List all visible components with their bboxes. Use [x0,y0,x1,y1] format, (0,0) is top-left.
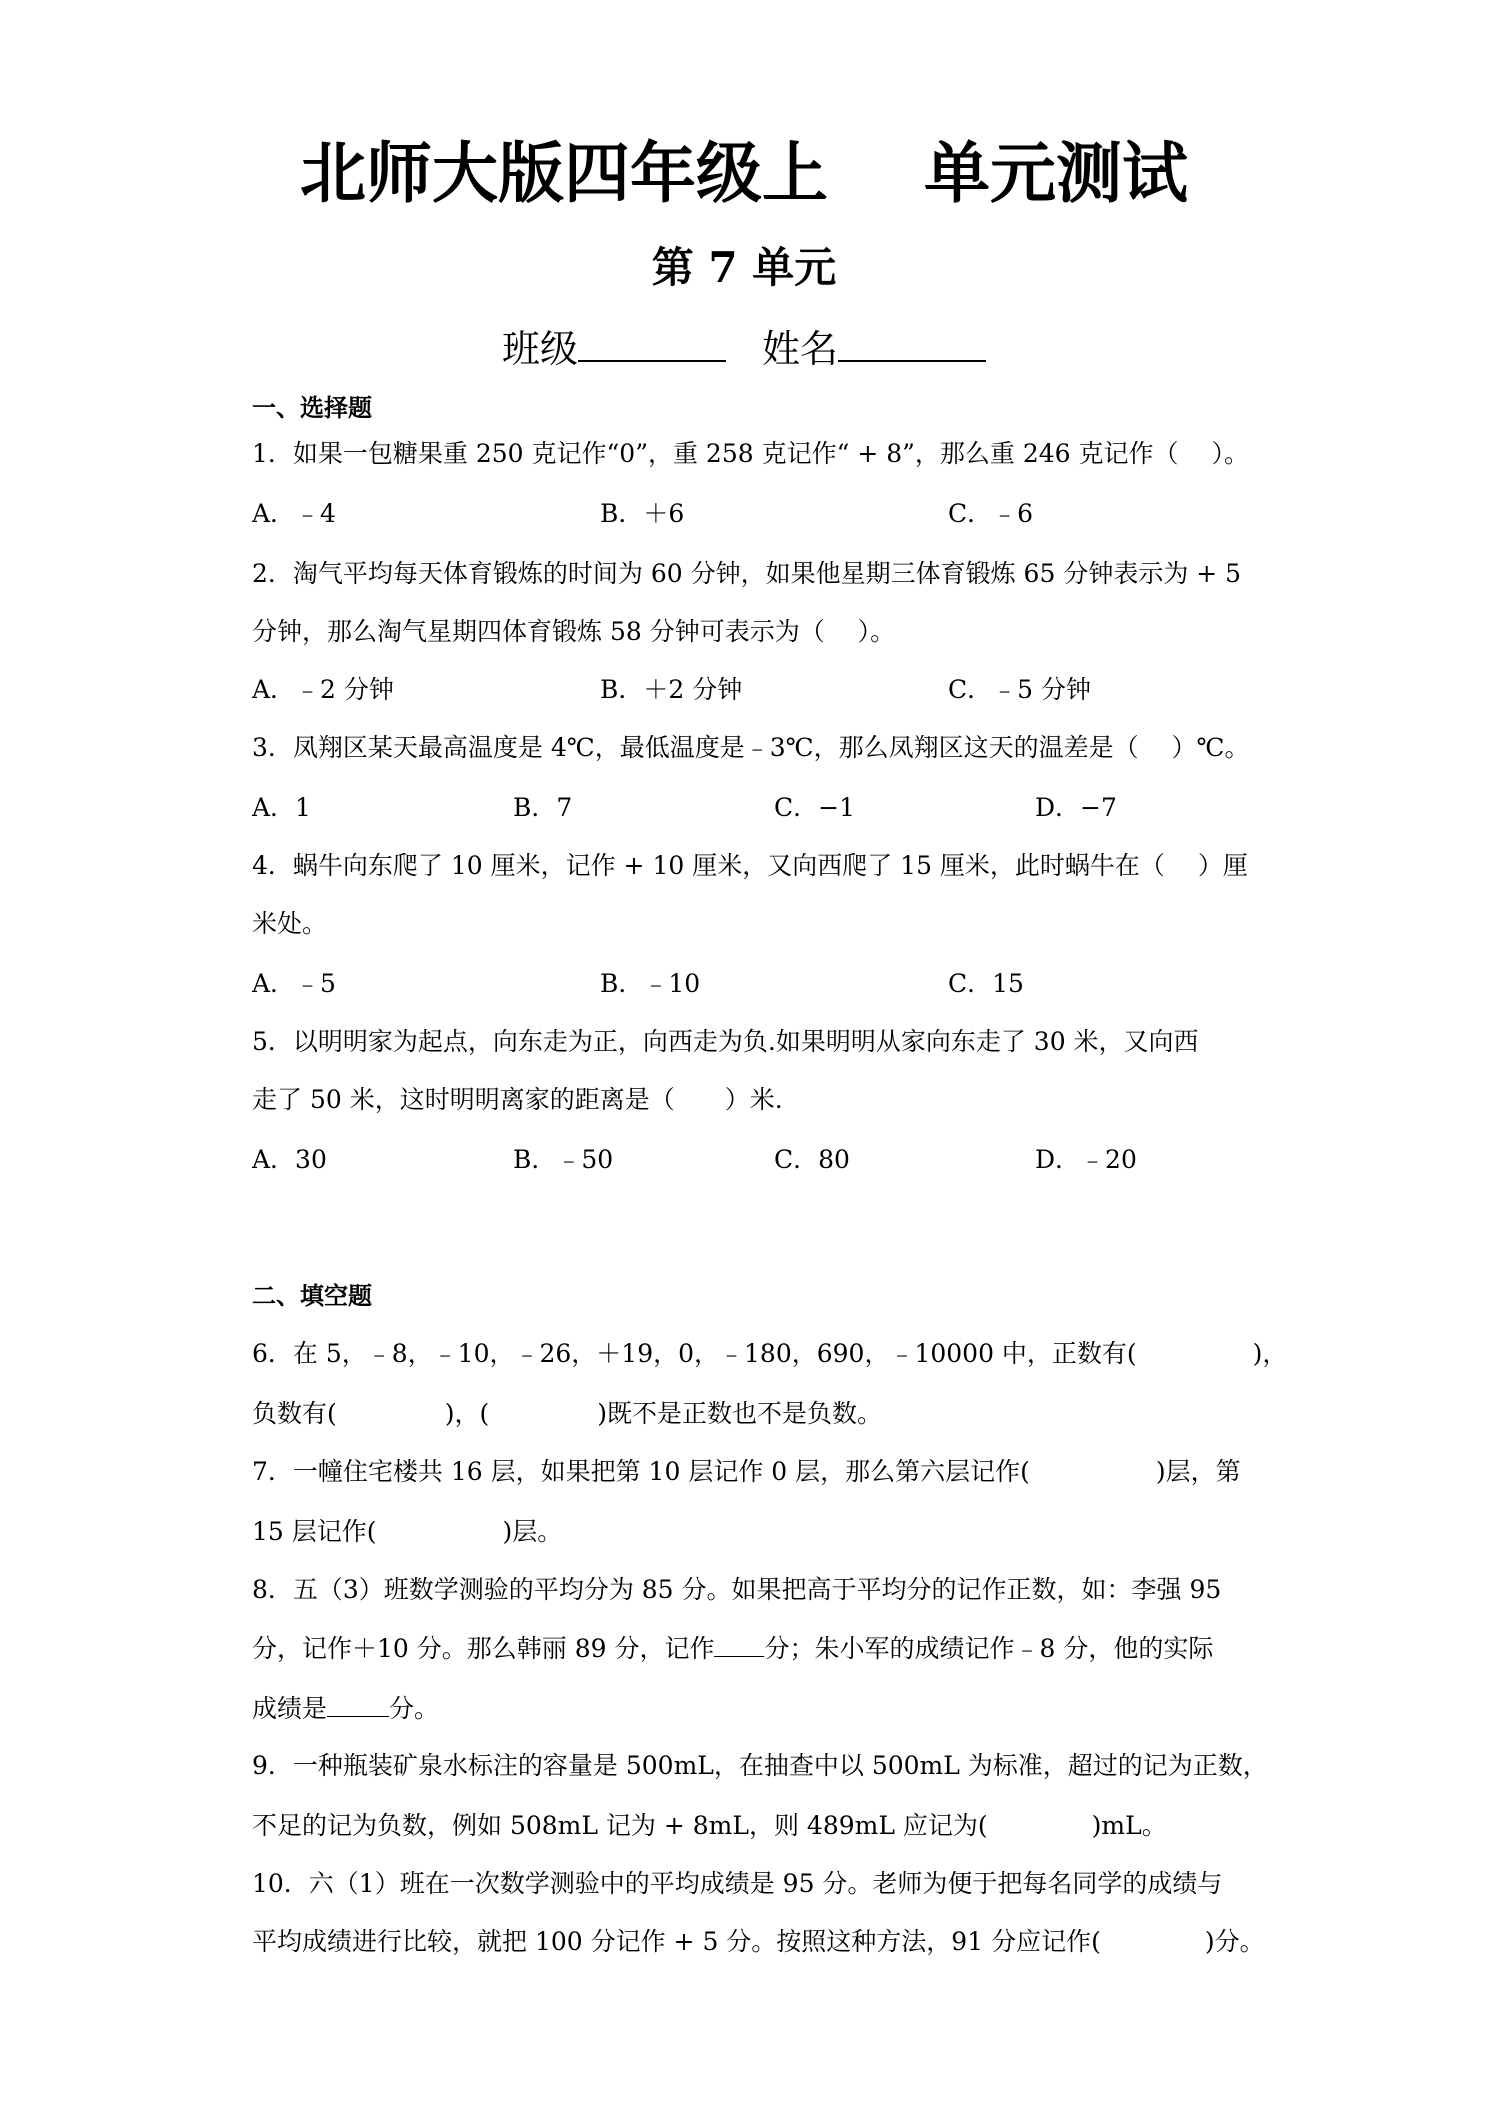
q1-option-c[interactable]: C．﹣6 [948,499,1034,528]
q3-option-d[interactable]: D．−7 [1035,793,1117,822]
question-3: 3．凤翔区某天最高温度是 4℃，最低温度是﹣3℃，那么凤翔区这天的温差是（ ）℃。 [252,733,1250,762]
q8-text-d: 分。 [389,1694,440,1723]
class-name-line [0,322,1488,376]
q8-text-a: 分，记作＋10 分。那么韩丽 89 分，记作 [252,1634,715,1663]
q2-option-c[interactable]: C．﹣5 分钟 [948,675,1091,704]
q8-blank-score[interactable] [327,1690,389,1717]
question-1: 1．如果一包糖果重 250 克记作“0”，重 258 克记作“ + 8”，那么重 246 克记作（ ）。 [252,439,1249,468]
q6-text-d: )，( [444,1399,490,1428]
q8-text-b: 分；朱小军的成绩记作﹣8 分，他的实际 [764,1634,1214,1663]
q6-text-e: )既不是正数也不是负数。 [597,1399,883,1428]
question-9-line-1: 9．一种瓶装矿泉水标注的容量是 500mL，在抽查中以 500mL 为标准，超过的记为正数， [252,1751,1268,1780]
page-title [0,134,1488,214]
class-label: 班级 [501,327,578,371]
q5-option-c[interactable]: C．80 [774,1145,850,1174]
q2-option-b[interactable]: B．＋2 分钟 [600,675,743,704]
q5-option-b[interactable]: B．﹣50 [513,1145,614,1174]
q6-text-a: 6．在 5，﹣8，﹣10，﹣26，＋19，0，﹣180，690，﹣10000 中，正数有( [252,1339,1137,1368]
section-heading-fill: 二、填空题 [252,1282,372,1310]
q3-option-a[interactable]: A．1 [252,793,311,822]
q7-text-c: 15 层记作( [252,1517,377,1546]
question-4-line-1: 4．蜗牛向东爬了 10 厘米，记作 + 10 厘米，又向西爬了 15 厘米，此时蜗牛在（ ）厘 [252,851,1248,880]
question-5-line-2: 走了 50 米，这时明明离家的距离是（ ）米. [252,1085,783,1114]
q10-text-b: )分。 [1204,1927,1265,1956]
section-heading-choice: 一、选择题 [252,394,372,422]
question-8-line-2 [252,1630,1244,1667]
question-6-line-2 [252,1396,1244,1432]
q4-option-a[interactable]: A．﹣5 [252,969,336,998]
question-5-line-1: 5．以明明家为起点，向东走为正，向西走为负.如果明明从家向东走了 30 米，又向西 [252,1027,1199,1056]
question-8-line-1: 8．五（3）班数学测验的平均分为 85 分。如果把高于平均分的记作正数，如：李强 95 [252,1575,1222,1604]
question-7-line-2 [252,1514,1244,1550]
question-7-line-1 [252,1454,1244,1490]
q7-text-b: )层，第 [1155,1457,1241,1486]
q3-option-c[interactable]: C．−1 [774,793,855,822]
question-8-line-3 [252,1690,1244,1727]
q5-option-a[interactable]: A．30 [252,1145,327,1174]
question-2-line-2: 分钟，那么淘气星期四体育锻炼 58 分钟可表示为（ ）。 [252,617,896,646]
q1-option-b[interactable]: B．＋6 [600,499,685,528]
title-left: 北师大版四年级上 [300,135,828,212]
q2-option-a[interactable]: A．﹣2 分钟 [252,675,394,704]
q8-text-c: 成绩是 [252,1694,328,1723]
question-9-line-2 [252,1808,1244,1844]
q6-text-b: )， [1252,1339,1288,1368]
question-6-line-1 [252,1336,1288,1372]
q3-option-b[interactable]: B．7 [513,793,573,822]
q9-text-b: )mL。 [1091,1811,1167,1840]
title-right: 单元测试 [924,135,1188,212]
name-blank[interactable] [838,324,986,362]
question-4-line-2: 米处。 [252,909,328,938]
q5-option-d[interactable]: D．﹣20 [1035,1145,1137,1174]
question-10-line-2 [252,1924,1265,1960]
q4-option-c[interactable]: C．15 [948,969,1024,998]
q4-option-b[interactable]: B．﹣10 [600,969,701,998]
q6-text-c: 负数有( [252,1399,337,1428]
q1-option-a[interactable]: A．﹣4 [252,499,336,528]
q9-text-a: 不足的记为负数，例如 508mL 记为 + 8mL，则 489mL 应记为( [252,1811,988,1840]
question-10-line-1: 10．六（1）班在一次数学测验中的平均成绩是 95 分。老师为便于把每名同学的成绩与 [252,1869,1223,1898]
q10-text-a: 平均成绩进行比较，就把 100 分记作 + 5 分。按照这种方法，91 分应记作( [252,1927,1101,1956]
q8-blank-hanli[interactable] [714,1630,764,1657]
q7-text-d: )层。 [502,1517,563,1546]
class-blank[interactable] [578,324,726,362]
unit-subtitle: 第 7 单元 [651,243,837,292]
q7-text-a: 7．一幢住宅楼共 16 层，如果把第 10 层记作 0 层，那么第六层记作( [252,1457,1030,1486]
name-label: 姓名 [762,327,839,371]
question-2-line-1: 2．淘气平均每天体育锻炼的时间为 60 分钟，如果他星期三体育锻炼 65 分钟表示为 + 5 [252,559,1242,588]
